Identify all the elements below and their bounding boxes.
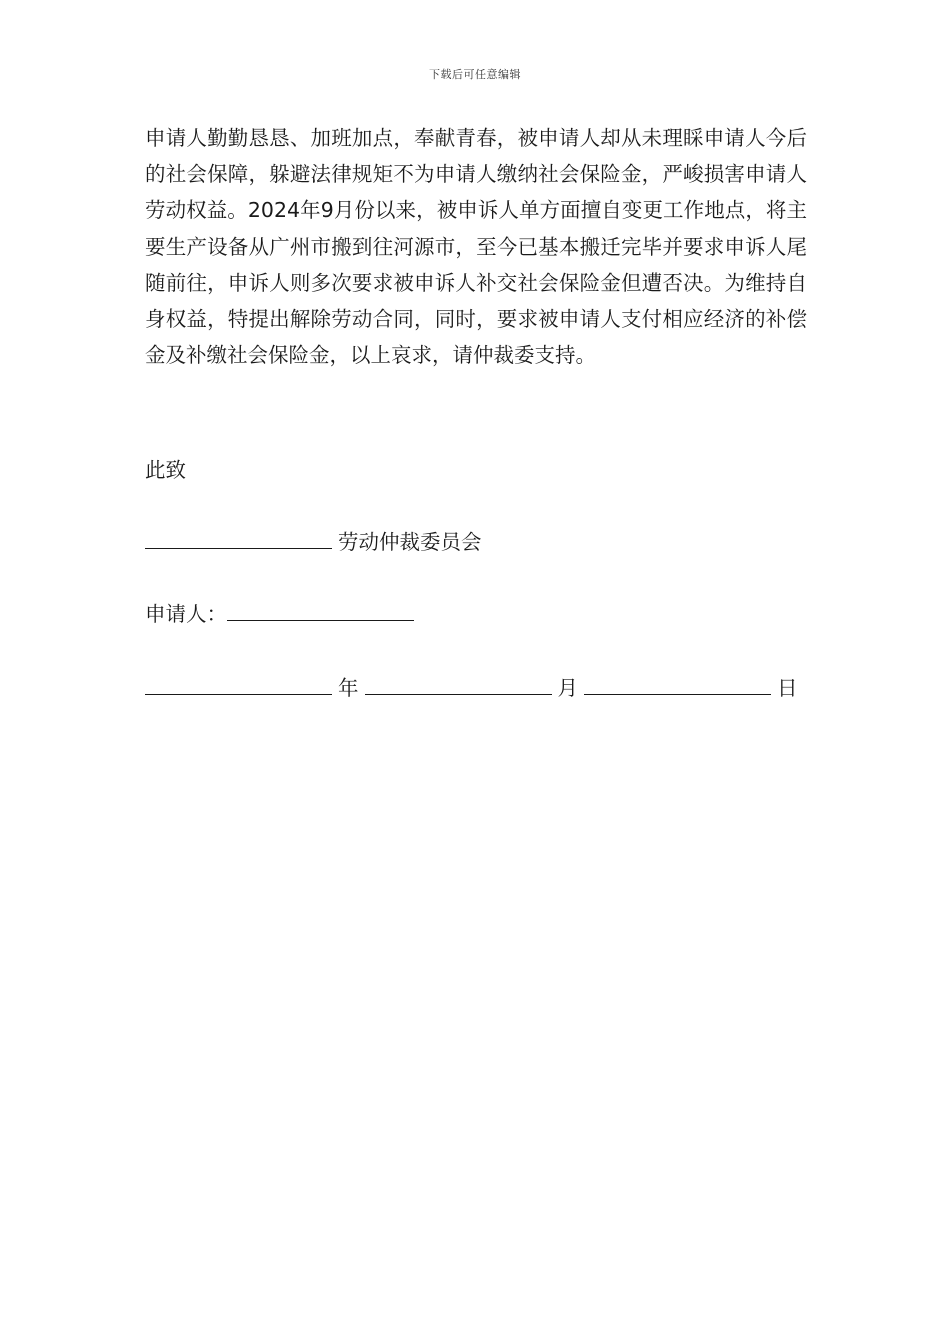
addressee-line [145,526,482,557]
applicant-label: 申请人： [145,602,227,626]
day-blank[interactable] [584,672,771,695]
month-blank[interactable] [365,672,552,695]
committee-name-blank[interactable] [145,526,332,549]
applicant-line [145,598,414,629]
year-blank[interactable] [145,672,332,695]
month-label: 月 [557,676,578,700]
date-line [145,672,798,703]
year-label: 年 [338,676,359,700]
day-label: 日 [777,676,798,700]
applicant-name-blank[interactable] [227,598,414,621]
page-header-note: 下载后可任意编辑 [429,68,521,81]
salutation: 此致 [145,458,186,482]
addressee-suffix: 劳动仲裁委员会 [338,530,482,554]
body-paragraph: 申请人勤勤恳恳、加班加点，奉献青春，被申请人却从未理睬申请人今后的社会保障，躲避法律规矩不为申请人缴纳社会保险金，严峻损害申请人劳动权益。2024年9月份以来，被申诉人单方面擅自变更工作地点，将主要生产设备从广州市搬到往河源市，至今已基本搬迁完毕并要求申诉人尾随前往，申诉人则多次要求被申诉人补交社会保险金但遭否决。为维持自身权益，特提出解除劳动合同，同时，要求被申请人支付相应经济的补偿金及补缴社会保险金，以上哀求，请仲裁委支持。 [145,126,807,368]
